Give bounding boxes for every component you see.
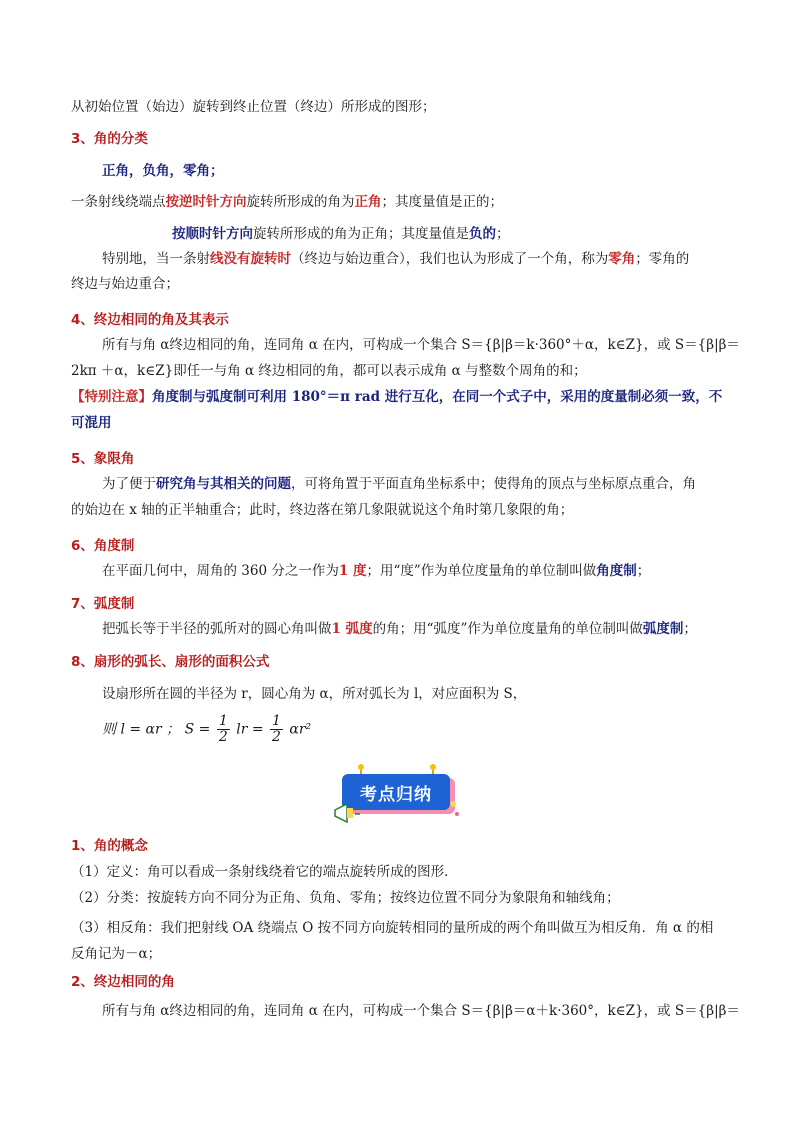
text-line: 2kπ ＋α，k∈Z}即任一与角 α 终边相同的角，都可以表示成角 α 与整数个周角的和； [71, 363, 587, 379]
text-span: 把弧长等于半径的弧所对的圆心角叫做 [102, 621, 332, 637]
text-span: 一条射线绕端点 [71, 194, 166, 210]
text-span: 为了便于 [102, 476, 156, 492]
text-line [71, 388, 722, 406]
emphasis-text: 1 度 [338, 563, 367, 579]
text-span: 的角；用“弧度”作为单位度量角的单位制叫做 [372, 621, 643, 637]
emphasis-text: 正角 [354, 194, 382, 210]
section-heading-7: 7、弧度制 [71, 596, 135, 612]
emphasis-text: 不 [708, 389, 723, 405]
text-span: ； [683, 621, 697, 637]
section-heading-k2: 2、终边相同的角 [71, 974, 175, 990]
emphasis-text: 负的 [469, 226, 496, 242]
text-line: 反角记为－α； [71, 946, 162, 962]
text-span: ；用“度”作为单位度量角的单位制叫做 [366, 563, 597, 579]
text-span: ；零角的 [635, 251, 690, 267]
text-line [102, 620, 697, 638]
formula-text: lr = [236, 721, 264, 738]
fraction-denominator: 2 [218, 729, 228, 745]
section-heading-6: 6、角度制 [71, 538, 135, 554]
text-line [71, 193, 503, 211]
fraction-numerator: 1 [272, 713, 281, 729]
section-heading-8: 8、扇形的弧长、扇形的面积公式 [71, 654, 270, 670]
text-line: 正角，负角，零角； [102, 163, 224, 179]
fraction-denominator: 2 [272, 729, 281, 745]
text-line: 所有与角 α终边相同的角，连同角 α 在内，可构成一个集合 S＝{β|β＝α＋k·360°，k∈Z}，或 S＝{β|β＝ [102, 1003, 740, 1019]
text-span: 旋转所形成的角为正角；其度量值是 [253, 226, 469, 242]
section-heading-k1: 1、角的概念 [71, 838, 148, 854]
section-heading-5: 5、象限角 [71, 451, 135, 467]
text-line: 从初始位置（始边）旋转到终止位置（终边）所形成的图形； [71, 99, 436, 115]
text-line [102, 562, 650, 580]
text-line: 设扇形所在圆的半径为 r，圆心角为 α，所对弧长为 l，对应面积为 S， [102, 686, 527, 702]
text-span: 在平面几何中，周角的 360 分之一作为 [102, 563, 339, 579]
fraction [217, 714, 230, 745]
text-line [172, 225, 510, 243]
kaodian-banner [333, 764, 461, 826]
text-line [102, 250, 689, 268]
text-line [102, 475, 696, 493]
section-heading-4: 4、终边相同的角及其表示 [71, 312, 229, 328]
text-span: 旋转所形成的角为 [246, 194, 355, 210]
fraction [270, 714, 283, 745]
text-line: 所有与角 α终边相同的角，连同角 α 在内，可构成一个集合 S＝{β|β＝k·360°＋α，k∈Z}，或 S＝{β|β＝ [102, 337, 740, 353]
emphasis-text: 研究角与其相关的问题 [156, 476, 291, 492]
emphasis-text: 角度制与弧度制可利用 180°＝π rad 进行互化，在同一个式子中，采用的度量制必须一致， [152, 389, 709, 405]
text-span: ，可将角置于平面直角坐标系中；使得角的顶点与坐标原点重合，角 [291, 476, 696, 492]
text-line: （2）分类：按旋转方向不同分为正角、负角、零角；按终边位置不同分为象限角和轴线角； [71, 890, 620, 906]
emphasis-text: 弧度制 [642, 621, 684, 637]
formula-text: 则 l = αr ； S = [102, 721, 211, 738]
text-line: （3）相反角：我们把射线 OA 绕端点 O 按不同方向旋转相同的量所成的两个角叫做互为相反角．角 α 的相 [71, 920, 714, 936]
emphasis-text: 1 弧度 [331, 621, 373, 637]
text-line: 终边与始边重合； [71, 276, 179, 292]
text-span: 特别地，当一条射 [102, 251, 210, 267]
banner-title: 考点归纳 [360, 784, 432, 805]
text-line: 可混用 [71, 415, 112, 431]
text-span: ； [496, 226, 510, 242]
text-span: （终边与始边重合），我们也认为形成了一个角，称为 [291, 251, 609, 267]
emphasis-text: 按顺时针方向 [172, 226, 253, 242]
emphasis-text: 零角 [608, 251, 636, 267]
fraction-numerator: 1 [218, 713, 228, 729]
text-span: ； [636, 563, 651, 579]
emphasis-text: 线没有旋转时 [210, 251, 291, 267]
text-span: ；其度量值是正的； [381, 194, 503, 210]
formula-text: αr² [289, 721, 312, 738]
emphasis-text: 按逆时针方向 [165, 194, 247, 210]
text-line: （1）定义：角可以看成一条射线绕着它的端点旋转所成的图形． [71, 864, 458, 880]
emphasis-text: 角度制 [596, 563, 637, 579]
text-line: 的始边在 x 轴的正半轴重合；此时，终边落在第几象限就说这个角时第几象限的角； [71, 502, 574, 518]
note-label: 【特别注意】 [71, 389, 152, 405]
section-heading-3: 3、角的分类 [71, 131, 148, 147]
formula-line [102, 714, 311, 745]
